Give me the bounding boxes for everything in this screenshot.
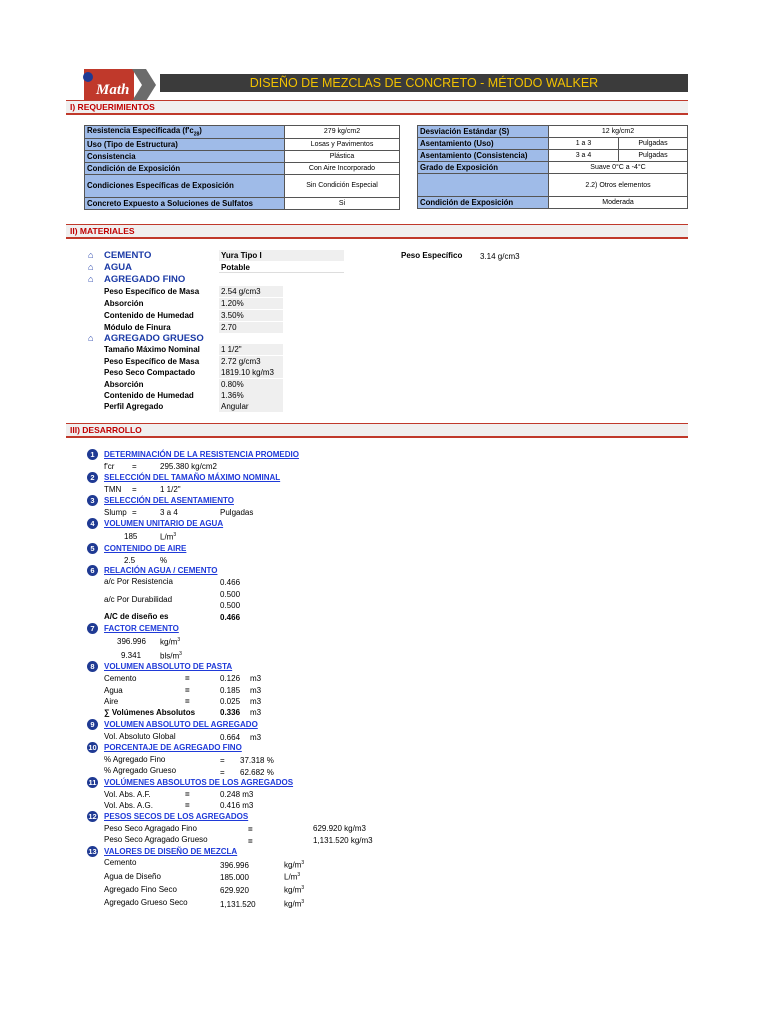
- pasta-total-label: ∑ Volúmenes Absolutos: [104, 708, 196, 717]
- equals: =: [132, 485, 137, 494]
- grueso-value: 1.36%: [219, 390, 283, 401]
- req-label: Grado de Exposición: [418, 162, 549, 174]
- step-title: DETERMINACIÓN DE LA RESISTENCIA PROMEDIO: [104, 450, 299, 459]
- pasta-value: 0.185: [220, 686, 241, 695]
- req-label: Condiciones Específicas de Exposición: [85, 174, 285, 197]
- material-agregado-grueso: AGREGADO GRUESO: [104, 333, 204, 344]
- fino-value: 2.70: [219, 322, 283, 333]
- req-value: Suave 0°C a -4°C: [549, 162, 688, 174]
- fino-value: 3.50%: [219, 310, 283, 321]
- diseno-value: 396.996: [220, 861, 249, 870]
- grueso-label: Perfil Agregado: [104, 402, 164, 411]
- equals: =: [132, 508, 137, 517]
- factor-bls-value: 9.341: [121, 651, 142, 660]
- material-agregado-fino: AGREGADO FINO: [104, 274, 186, 285]
- step-title: FACTOR CEMENTO: [104, 624, 179, 633]
- peso-grueso-label: Peso Seco Agragado Grueso: [104, 835, 208, 844]
- pe-label: Peso Específico: [401, 251, 463, 260]
- diseno-unit: $kg/m^3$: [284, 899, 305, 909]
- grueso-value: 2.72 g/cm3: [219, 356, 283, 367]
- grueso-value: 1819.10 kg/m3: [219, 367, 283, 378]
- diseno-value: 629.920: [220, 886, 249, 895]
- vol-global-unit: m3: [250, 733, 262, 742]
- grueso-value: 0.80%: [219, 379, 283, 390]
- req-value: 279 kg/cm2: [285, 126, 400, 139]
- step-title: PESOS SECOS DE LOS AGREGADOS: [104, 812, 249, 821]
- diseno-value: 185.000: [220, 873, 249, 882]
- diseno-label: Agua de Diseño: [104, 872, 161, 881]
- step-title: VOLUMEN ABSOLUTO DE PASTA: [104, 662, 233, 671]
- diseno-unit: $L/m^3$: [284, 872, 301, 882]
- equals: =: [248, 825, 253, 834]
- diseno-label: Cemento: [104, 858, 137, 867]
- step-number-icon: 8: [87, 661, 98, 672]
- material-agua: AGUA: [104, 262, 132, 273]
- req-label: Condición de Exposición: [85, 162, 285, 174]
- house-icon: ⌂: [88, 274, 94, 284]
- equals: =: [185, 686, 190, 695]
- agua-value: Potable: [219, 262, 344, 273]
- step-value: 1 1/2": [160, 485, 181, 494]
- diseno-label: Agregado Fino Seco: [104, 885, 177, 894]
- step-value: 185: [124, 532, 138, 541]
- pe-value: 3.14 g/cm3: [480, 252, 520, 261]
- step-number-icon: 13: [88, 847, 97, 856]
- step-number-icon: 6: [87, 565, 98, 576]
- diseno-unit: $kg/m^3$: [284, 860, 305, 870]
- req-value: Sin Condición Especial: [285, 174, 400, 197]
- step-number-icon: 2: [87, 472, 98, 483]
- page-title: DISEÑO DE MEZCLAS DE CONCRETO - MÉTODO WALKER: [160, 74, 688, 92]
- req-label: Uso (Tipo de Estructura): [85, 138, 285, 150]
- math-logo: [74, 67, 158, 103]
- equals: =: [185, 801, 190, 810]
- req-value: 12 kg/cm2: [549, 126, 688, 138]
- req-value: 2.2) Otros elementos: [549, 174, 688, 197]
- pasta-unit: m3: [250, 686, 262, 695]
- vol-ag-value: 0.416 m3: [220, 801, 254, 810]
- grueso-label: Absorción: [104, 380, 144, 389]
- req-label: Consistencia: [85, 150, 285, 162]
- ac-durabilidad-value: 0.500: [220, 590, 241, 599]
- peso-fino-value: 629.920 kg/m3: [313, 824, 366, 833]
- step-key: Slump: [104, 508, 127, 517]
- grueso-value: 1 1/2": [219, 344, 283, 355]
- diseno-label: Agregado Grueso Seco: [104, 898, 188, 907]
- req-value: 3 a 4: [549, 150, 619, 162]
- req-label: Condición de Exposición: [418, 197, 549, 209]
- step-title: CONTENIDO DE AIRE: [104, 544, 187, 553]
- step-title: VOLUMEN ABSOLUTO DEL AGREGADO: [104, 720, 258, 729]
- step-title: VOLUMEN UNITARIO DE AGUA: [104, 519, 224, 528]
- pasta-total-value: 0.336: [220, 708, 241, 717]
- pct-grueso-label: % Agregado Grueso: [104, 766, 177, 775]
- vol-global-value: 0.664: [220, 733, 241, 742]
- pasta-label: Agua: [104, 686, 123, 695]
- equals: =: [185, 697, 190, 706]
- req-value: Moderada: [549, 197, 688, 209]
- req-label: Asentamiento (Uso): [418, 138, 549, 150]
- req-value: Plástica: [285, 150, 400, 162]
- req-label: Concreto Expuesto a Soluciones de Sulfatos: [85, 197, 285, 209]
- pasta-unit: m3: [250, 697, 262, 706]
- vol-global-label: Vol. Absoluto Global: [104, 732, 176, 741]
- fino-label: Absorción: [104, 299, 144, 308]
- ac-diseno-label: A/C de diseño es: [104, 612, 169, 621]
- step-title: SELECCIÓN DEL TAMAÑO MÁXIMO NOMINAL: [104, 473, 281, 482]
- ac-durabilidad-value: 0.500: [220, 601, 241, 610]
- house-icon: ⌂: [88, 250, 94, 260]
- req-value: Con Aire Incorporado: [285, 162, 400, 174]
- req-value: Losas y Pavimentos: [285, 138, 400, 150]
- section-header-materiales: II) MATERIALES: [66, 224, 688, 239]
- pct-fino-label: % Agregado Fino: [104, 755, 166, 764]
- vol-af-label: Vol. Abs. A.F.: [104, 790, 151, 799]
- section-header-requerimientos: I) REQUERIMIENTOS: [66, 100, 688, 115]
- material-cemento: CEMENTO: [104, 250, 152, 261]
- ac-durabilidad-label: a/c Por Durabilidad: [104, 595, 173, 604]
- step-title: VALORES DE DISEÑO DE MEZCLA: [104, 847, 238, 856]
- pct-grueso-value: 62.682 %: [240, 768, 274, 777]
- requirements-table-right: [417, 125, 688, 209]
- fino-value: 1.20%: [219, 298, 283, 309]
- step-number-icon: 4: [87, 518, 98, 529]
- step-number-icon: 9: [87, 719, 98, 730]
- grueso-label: Contenido de Humedad: [104, 391, 194, 400]
- house-icon: ⌂: [88, 333, 94, 343]
- step-value: 295.380 kg/cm2: [160, 462, 217, 471]
- req-value: 1 a 3: [549, 138, 619, 150]
- pasta-value: 0.025: [220, 697, 241, 706]
- step-value: 3 a 4: [160, 508, 178, 517]
- fino-label: Módulo de Finura: [104, 323, 171, 332]
- diseno-value: 1,131.520: [220, 900, 256, 909]
- pct-fino-value: 37.318 %: [240, 756, 274, 765]
- ac-diseno-value: 0.466: [220, 613, 241, 622]
- svg-text:Math: Math: [96, 82, 130, 98]
- grueso-label: Peso Específico de Masa: [104, 357, 200, 366]
- pasta-unit: m3: [250, 708, 262, 717]
- fino-value: 2.54 g/cm3: [219, 286, 283, 297]
- step-number-icon: 3: [87, 495, 98, 506]
- section-header-desarrollo: III) DESARROLLO: [66, 423, 688, 438]
- step-title: SELECCIÓN DEL ASENTAMIENTO: [104, 496, 234, 505]
- pasta-label: Cemento: [104, 674, 137, 683]
- pasta-value: 0.126: [220, 674, 241, 683]
- factor-bls-unit: bls/$m^3$: [160, 651, 182, 661]
- grueso-value: Angular: [219, 401, 283, 412]
- step-key: f'cr: [104, 462, 115, 471]
- vol-af-value: 0.248 m3: [220, 790, 254, 799]
- req-unit: Pulgadas: [619, 150, 688, 162]
- equals: =: [220, 768, 225, 777]
- factor-kg-value: 396.996: [117, 637, 146, 646]
- pasta-unit: m3: [250, 674, 262, 683]
- grueso-label: Tamaño Máximo Nominal: [104, 345, 200, 354]
- step-number-icon: 12: [88, 812, 97, 821]
- step-value: 2.5: [124, 556, 136, 565]
- equals: =: [185, 674, 190, 683]
- step-title: VOLÚMENES ABSOLUTOS DE LOS AGREGADOS: [104, 778, 294, 787]
- factor-kg-unit: $kg/m^3$: [160, 637, 181, 647]
- pasta-label: Aire: [104, 697, 119, 706]
- step-number-icon: 5: [87, 543, 98, 554]
- cemento-value: Yura Tipo I: [219, 250, 344, 261]
- requirements-table-left: [84, 125, 400, 210]
- diseno-unit: $kg/m^3$: [284, 885, 305, 895]
- peso-grueso-value: 1,131.520 kg/m3: [313, 836, 373, 845]
- step-unit: Pulgadas: [220, 508, 254, 517]
- house-icon: ⌂: [88, 262, 94, 272]
- step-number-icon: 7: [87, 623, 98, 634]
- fino-label: Peso Específico de Masa: [104, 287, 200, 296]
- step-number-icon: 1: [87, 449, 98, 460]
- step-unit: $L/m^3$: [160, 532, 177, 542]
- step-number-icon: 11: [88, 778, 97, 787]
- ac-resistencia-label: a/c Por Resistencia: [104, 577, 173, 586]
- req-label: Resistencia Especificada $(f'c_{28})$: [85, 126, 285, 139]
- step-number-icon: 10: [88, 743, 97, 752]
- req-label: Desviación Estándar (S): [418, 126, 549, 138]
- req-unit: Pulgadas: [619, 138, 688, 150]
- step-key: TMN: [104, 485, 122, 494]
- req-value: Si: [285, 197, 400, 209]
- equals: =: [220, 756, 225, 765]
- step-title: PORCENTAJE DE AGREGADO FINO: [104, 743, 242, 752]
- equals: =: [132, 462, 137, 471]
- grueso-label: Peso Seco Compactado: [104, 368, 196, 377]
- fino-label: Contenido de Humedad: [104, 311, 194, 320]
- equals: =: [185, 790, 190, 799]
- peso-fino-label: Peso Seco Agragado Fino: [104, 824, 197, 833]
- step-unit: %: [160, 556, 168, 565]
- req-label: [418, 174, 549, 197]
- ac-resistencia-value: 0.466: [220, 578, 241, 587]
- req-label: Asentamiento (Consistencia): [418, 150, 549, 162]
- step-title: RELACIÓN AGUA / CEMENTO: [104, 566, 218, 575]
- vol-ag-label: Vol. Abs. A.G.: [104, 801, 153, 810]
- equals: =: [248, 837, 253, 846]
